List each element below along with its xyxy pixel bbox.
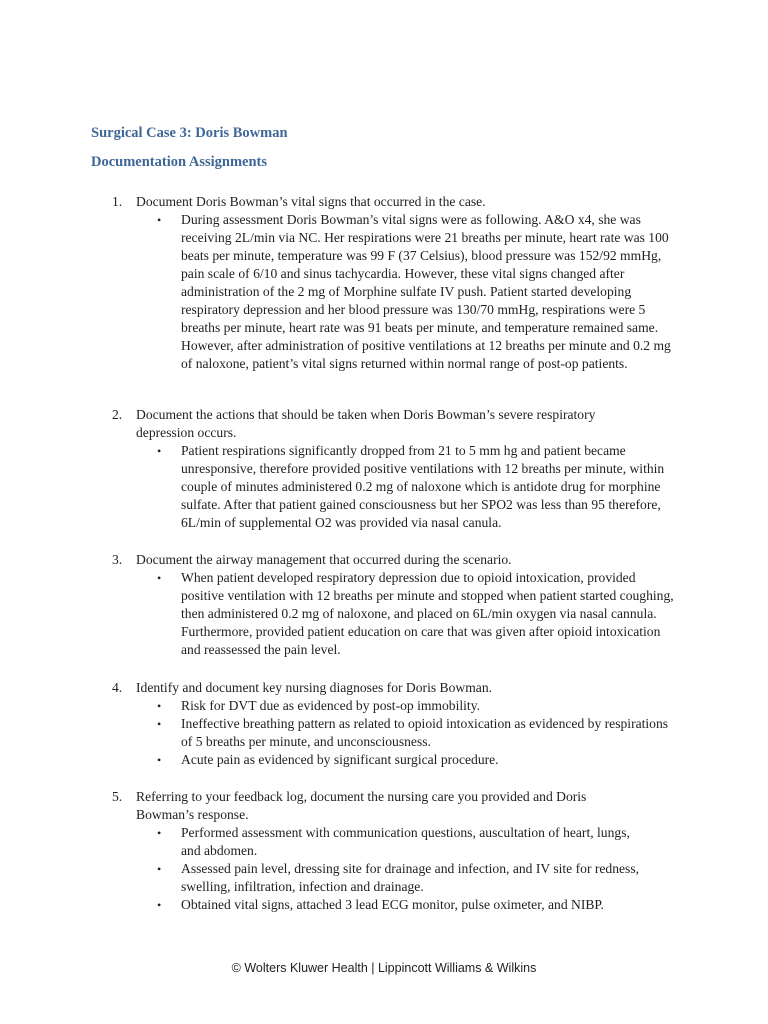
bullet-icon: • [157,213,162,227]
item-question: Identify and document key nursing diagnoses for Doris Bowman. [136,680,493,695]
item-question: Referring to your feedback log, document the nursing care you provided and Doris Bowman’s response. [136,789,587,822]
bullet-text: Assessed pain level, dressing site for drainage and infection, and IV site for redness, swelling, infiltration, infection and drainage. [181,861,640,894]
bullet-text: Obtained vital signs, attached 3 lead ECG monitor, pulse oximeter, and NIBP. [181,897,604,912]
item-number: 3. [112,552,123,567]
bullet-text: Risk for DVT due as evidenced by post-op immobility. [181,698,481,713]
bullet-icon: • [157,571,162,585]
item-number: 4. [112,680,123,695]
bullet-icon: • [157,862,162,876]
bullet-icon: • [157,898,162,912]
bullet-icon: • [157,444,162,458]
bullet-text: Patient respirations significantly dropped from 21 to 5 mm hg and patient became unresponsive, therefore provided positive ventilations with 12 breaths per minute, within couple of minutes administered 0.2 mg of naloxone which is antidote drug for morphine sulfate. After that patient gained consciousness but her SPO2 was less than 95 therefore, 6L/min of supplemental O2 was provided via nasal canula. [181,443,665,530]
bullet-icon: • [157,699,162,713]
bullet-text: Ineffective breathing pattern as related to opioid intoxication as evidenced by respirations of 5 breaths per minute, and unconsciousness. [181,716,669,749]
document-title: Surgical Case 3: Doris Bowman [91,125,288,141]
bullet-icon: • [157,826,162,840]
bullet-text: During assessment Doris Bowman’s vital signs were as following. A&O x4, she was receiving 2L/min via NC. Her respirations were 21 breaths per minute, heart rate was 100 beats per minute, temperature was 99 F (37 Celsius), blood pressure was 152/92 mmHg, pain scale of 6/10 and sinus tachycardia. However, these vital signs changed after administration of the 2 mg of Morphine sulfate IV push. Patient started developing respiratory depression and her blood pressure was 130/70 mmHg, respirations were 5 breaths per minute, heart rate was 91 beats per minute, and temperature remained same. However, after administration of positive ventilations at 12 breaths per minute and 0.2 mg of naloxone, patient’s vital signs returned within normal range of post-op patients. [181,212,671,371]
item-number: 5. [112,789,123,804]
document-subtitle: Documentation Assignments [91,154,268,170]
item-number: 1. [112,194,123,209]
bullet-text: Acute pain as evidenced by significant surgical procedure. [181,752,499,767]
item-number: 2. [112,407,123,422]
bullet-text: When patient developed respiratory depression due to opioid intoxication, provided positive ventilation with 12 breaths per minute and stopped when patient started coughing, then administered 0.2 mg of naloxone, and placed on 6L/min oxygen via nasal cannula. Furthermore, provided patient education on care that was given after opioid intoxication and reassessed the pain level. [181,570,674,657]
page-footer: © Wolters Kluwer Health | Lippincott Williams & Wilkins [231,961,537,975]
item-question: Document the actions that should be taken when Doris Bowman’s severe respiratory depression occurs. [136,407,596,440]
bullet-icon: • [157,753,162,767]
bullet-icon: • [157,717,162,731]
item-question: Document Doris Bowman’s vital signs that occurred in the case. [136,194,486,209]
item-question: Document the airway management that occurred during the scenario. [136,552,512,567]
bullet-text: Performed assessment with communication questions, auscultation of heart, lungs, and abdomen. [181,825,630,858]
